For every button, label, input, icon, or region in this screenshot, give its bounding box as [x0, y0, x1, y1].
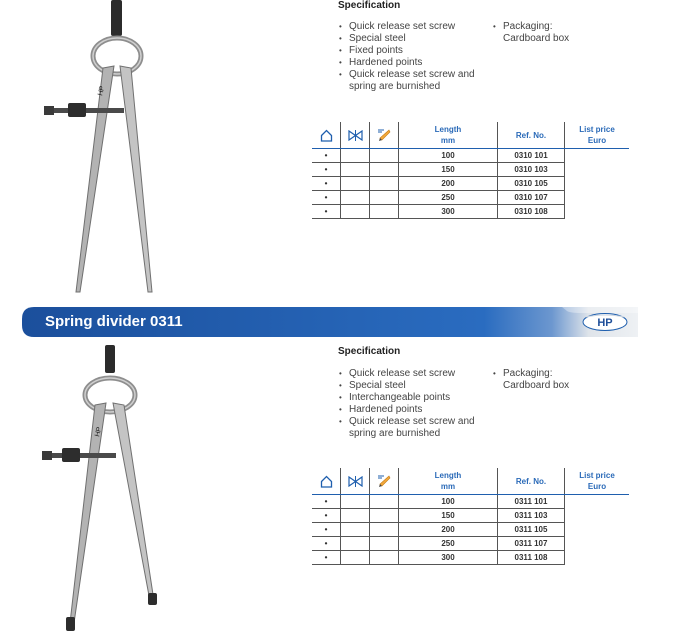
feature-item: • Fixed points [338, 45, 488, 57]
row-length: 250 [399, 191, 498, 205]
table-row [312, 537, 629, 551]
row-ref: 0310 101 [498, 149, 565, 163]
row-empty-cell [341, 149, 370, 163]
row-price [565, 149, 630, 163]
feature-item: • Hardened points [338, 404, 488, 416]
feature-item: • Interchangeable points [338, 392, 488, 404]
row-length: 150 [399, 163, 498, 177]
product-spring-divider-0310 [0, 0, 700, 300]
row-bullet: • [312, 495, 341, 509]
feature-item: • Hardened points [338, 57, 488, 69]
table-row [312, 191, 629, 205]
feature-list [338, 368, 488, 440]
length-header-unit: mm [440, 482, 456, 491]
row-ref: 0310 105 [498, 177, 565, 191]
table-row [312, 163, 629, 177]
row-empty-cell [370, 495, 399, 509]
packaging-label: Packaging: [503, 368, 553, 379]
length-header-unit: mm [440, 136, 456, 145]
row-price [565, 205, 630, 219]
row-bullet: • [312, 191, 341, 205]
row-empty-cell [341, 523, 370, 537]
spec-table [312, 468, 629, 565]
ref-header-label: Ref. No. [515, 476, 547, 486]
packaging-value: Cardboard box [503, 380, 570, 391]
ruler-pencil-icon [370, 122, 399, 149]
row-price [565, 523, 630, 537]
row-bullet: • [312, 509, 341, 523]
row-ref: 0311 101 [498, 495, 565, 509]
row-empty-cell [341, 205, 370, 219]
row-price [565, 495, 630, 509]
row-empty-cell [341, 509, 370, 523]
row-empty-cell [370, 149, 399, 163]
spring-divider-image [40, 345, 170, 637]
row-empty-cell [370, 163, 399, 177]
feature-item: • Quick release set screw and spring are burnished [338, 69, 488, 93]
row-empty-cell [370, 177, 399, 191]
length-header-label: Length [434, 471, 462, 480]
price-header-label: List price [579, 471, 615, 480]
row-length: 200 [399, 177, 498, 191]
row-length: 300 [399, 551, 498, 565]
table-row [312, 523, 629, 537]
spec-heading: Specification [338, 0, 401, 11]
svg-text:HP: HP [97, 85, 107, 97]
row-length: 250 [399, 537, 498, 551]
row-bullet: • [312, 537, 341, 551]
row-price [565, 509, 630, 523]
row-empty-cell [370, 537, 399, 551]
ref-header [498, 468, 565, 495]
row-empty-cell [341, 177, 370, 191]
feature-item: • Quick release set screw and spring are burnished [338, 416, 488, 440]
feature-item: • Quick release set screw [338, 21, 488, 33]
table-row [312, 177, 629, 191]
bowtie-icon [341, 122, 370, 149]
table-row [312, 509, 629, 523]
row-ref: 0311 103 [498, 509, 565, 523]
price-header-label: List price [579, 125, 615, 134]
row-empty-cell [370, 205, 399, 219]
svg-text:HP: HP [94, 426, 104, 438]
price-header [565, 122, 630, 149]
spring-divider-image [40, 0, 170, 300]
feature-item: • Special steel [338, 33, 488, 45]
row-empty-cell [370, 523, 399, 537]
row-bullet: • [312, 551, 341, 565]
price-header-unit: Euro [587, 482, 607, 491]
row-bullet: • [312, 523, 341, 537]
row-length: 100 [399, 149, 498, 163]
row-ref: 0310 108 [498, 205, 565, 219]
row-empty-cell [341, 537, 370, 551]
row-price [565, 177, 630, 191]
house-icon [312, 122, 341, 149]
feature-list [338, 21, 488, 93]
packaging-label: Packaging: [503, 21, 553, 32]
hp-logo-text: HP [597, 317, 613, 329]
hp-logo [582, 313, 628, 331]
row-price [565, 163, 630, 177]
row-empty-cell [341, 163, 370, 177]
row-bullet: • [312, 177, 341, 191]
row-bullet: • [312, 205, 341, 219]
row-ref: 0311 105 [498, 523, 565, 537]
spec-table [312, 122, 629, 219]
table-row [312, 149, 629, 163]
length-header [399, 122, 498, 149]
packaging-value: Cardboard box [503, 33, 570, 44]
price-header [565, 468, 630, 495]
row-price [565, 551, 630, 565]
ref-header-label: Ref. No. [515, 130, 547, 140]
row-empty-cell [370, 509, 399, 523]
table-row [312, 551, 629, 565]
row-ref: 0310 103 [498, 163, 565, 177]
row-bullet: • [312, 163, 341, 177]
row-empty-cell [341, 551, 370, 565]
row-length: 200 [399, 523, 498, 537]
length-header-label: Length [434, 125, 462, 134]
feature-item: • Quick release set screw [338, 368, 488, 380]
row-price [565, 191, 630, 205]
ruler-pencil-icon [370, 468, 399, 495]
row-length: 150 [399, 509, 498, 523]
row-length: 100 [399, 495, 498, 509]
product-spring-divider-0311 [0, 345, 700, 640]
packaging-info: • Packaging: Cardboard box [492, 368, 602, 392]
banner-title: Spring divider 0311 [45, 313, 183, 330]
spec-heading: Specification [338, 346, 401, 357]
row-bullet: • [312, 149, 341, 163]
house-icon [312, 468, 341, 495]
row-empty-cell [341, 191, 370, 205]
price-header-unit: Euro [587, 136, 607, 145]
packaging-info: • Packaging: Cardboard box [492, 21, 602, 45]
bowtie-icon [341, 468, 370, 495]
row-length: 300 [399, 205, 498, 219]
table-row [312, 205, 629, 219]
feature-item: • Special steel [338, 380, 488, 392]
length-header [399, 468, 498, 495]
row-ref: 0311 108 [498, 551, 565, 565]
ref-header [498, 122, 565, 149]
row-ref: 0311 107 [498, 537, 565, 551]
row-ref: 0310 107 [498, 191, 565, 205]
row-empty-cell [370, 191, 399, 205]
row-empty-cell [341, 495, 370, 509]
table-row [312, 495, 629, 509]
row-price [565, 537, 630, 551]
row-empty-cell [370, 551, 399, 565]
